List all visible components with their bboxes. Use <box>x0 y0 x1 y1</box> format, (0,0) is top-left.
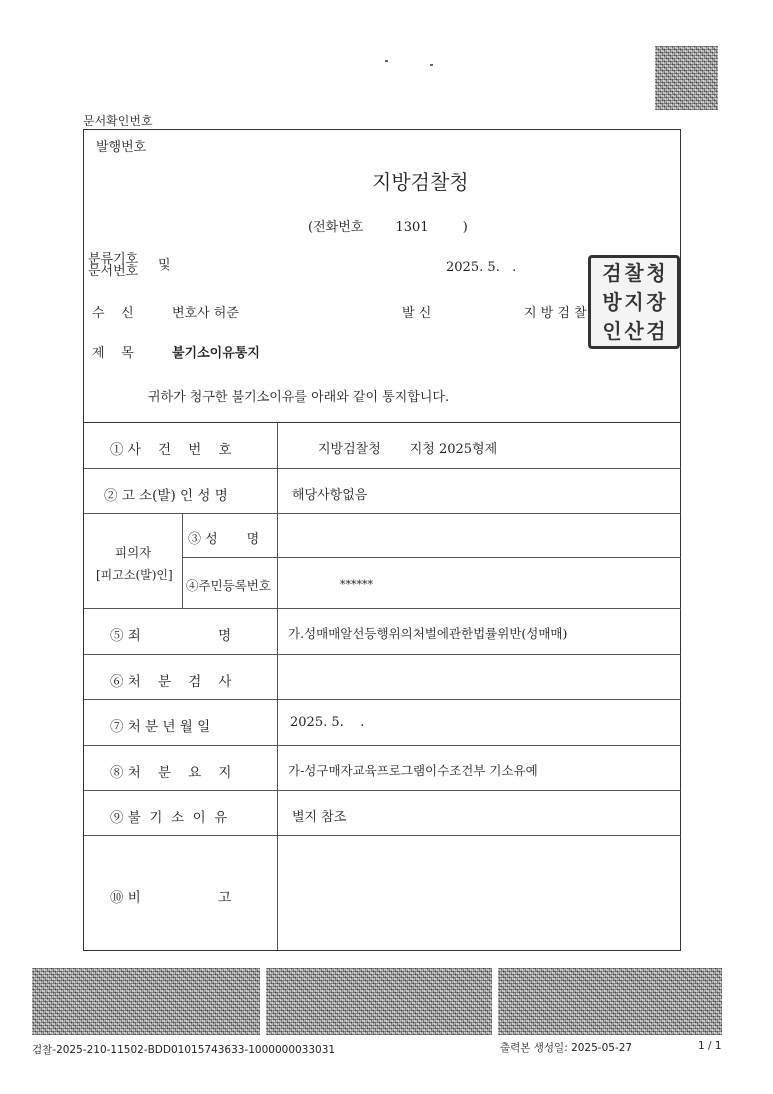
table-line <box>84 468 681 469</box>
table-line <box>84 745 681 746</box>
qr-code-top <box>655 46 718 110</box>
complainant-value: 해당사항없음 <box>292 488 368 503</box>
table-line <box>84 654 681 655</box>
suspect-label: 피의자 <box>115 545 152 560</box>
rrn-value: ****** <box>340 578 373 591</box>
prosecutor-label: ⑥ 처 분 검 사 <box>110 674 232 690</box>
recipient-value: 변호사 허준 <box>172 306 239 321</box>
rrn-label: ④주민등록번호 <box>186 578 271 593</box>
barcode-strip <box>32 968 260 1035</box>
crime-label: ⑤ 죄 명 <box>110 628 232 644</box>
table-line <box>84 835 681 836</box>
phone-line <box>308 216 478 235</box>
table-line <box>84 608 681 609</box>
classification-label-2: 문서번호 <box>88 264 139 279</box>
footer-output-date: 출력본 생성일: 2025-05-27 <box>500 1042 633 1054</box>
name-label: ③ 성 명 <box>188 532 260 547</box>
phone-number: 1301 <box>395 220 429 235</box>
seal-char: 검 <box>646 319 666 344</box>
table-line <box>277 422 278 950</box>
disposition-date-label: ⑦ 처 분 년 월 일 <box>110 719 211 735</box>
classification-label-1: 분류기호 <box>88 252 139 267</box>
sender-value: 지 방 검 찰 <box>524 306 587 321</box>
case-number-label: ① 사 건 번 호 <box>110 442 232 458</box>
case-number-value: 지방검찰청 지청 2025형제 <box>318 442 498 457</box>
seal-char: 장 <box>646 289 666 314</box>
scan-dots <box>430 64 433 66</box>
suspect-label-sub: [피고소(발)인] <box>96 568 173 582</box>
recipient-label: 수 신 <box>92 306 134 321</box>
disposition-date-value: 2025. 5. . <box>290 715 365 730</box>
complainant-label: ② 고 소(발) 인 성 명 <box>104 488 228 504</box>
table-line <box>84 790 681 791</box>
reason-label: ⑨ 불 기 소 이 유 <box>110 810 228 826</box>
phone-open: (전화번호 <box>308 220 364 235</box>
remarks-label: ⑩ 비 고 <box>110 890 232 906</box>
intro-text: 귀하가 청구한 불기소이유를 아래와 같이 통지합니다. <box>148 390 450 405</box>
subject-value: 불기소이유통지 <box>172 346 260 361</box>
disposition-summary-value: 가-성구매자교육프로그램이수조건부 기소유예 <box>288 763 538 778</box>
reason-value: 별지 참조 <box>292 810 347 825</box>
table-line <box>84 513 681 514</box>
barcode-strip <box>266 968 492 1035</box>
footer-doc-id: 검찰-2025-210-11502-BDD01015743633-1000000033031 <box>32 1044 336 1056</box>
issue-number-label: 발행번호 <box>96 140 147 155</box>
document-date: 2025. 5. . <box>446 260 517 275</box>
official-seal <box>588 255 680 349</box>
seal-char: 찰 <box>624 260 644 285</box>
disposition-summary-label: ⑧ 처 분 요 지 <box>110 765 232 781</box>
classification-and: 및 <box>158 258 171 273</box>
seal-char: 검 <box>602 260 622 285</box>
table-line <box>84 422 681 423</box>
seal-char: 산 <box>624 319 644 344</box>
seal-char: 지 <box>624 289 644 314</box>
table-line <box>182 513 183 608</box>
doc-confirm-label: 문서확인번호 <box>83 114 153 128</box>
subject-label: 제 목 <box>92 346 134 361</box>
sender-label: 발 신 <box>402 306 432 321</box>
scan-dots <box>385 60 388 62</box>
phone-close: ) <box>462 220 468 235</box>
document-frame <box>83 129 681 951</box>
seal-char: 인 <box>602 319 622 344</box>
table-line <box>84 699 681 700</box>
org-title: 지방검찰청 <box>372 170 469 194</box>
footer-page: 1 / 1 <box>698 1040 722 1052</box>
seal-char: 방 <box>602 289 622 314</box>
seal-char: 청 <box>646 260 666 285</box>
crime-value: 가.성매매알선등행위의처벌에관한법률위반(성매매) <box>288 626 568 641</box>
barcode-strip <box>498 968 722 1035</box>
table-line <box>182 557 681 558</box>
